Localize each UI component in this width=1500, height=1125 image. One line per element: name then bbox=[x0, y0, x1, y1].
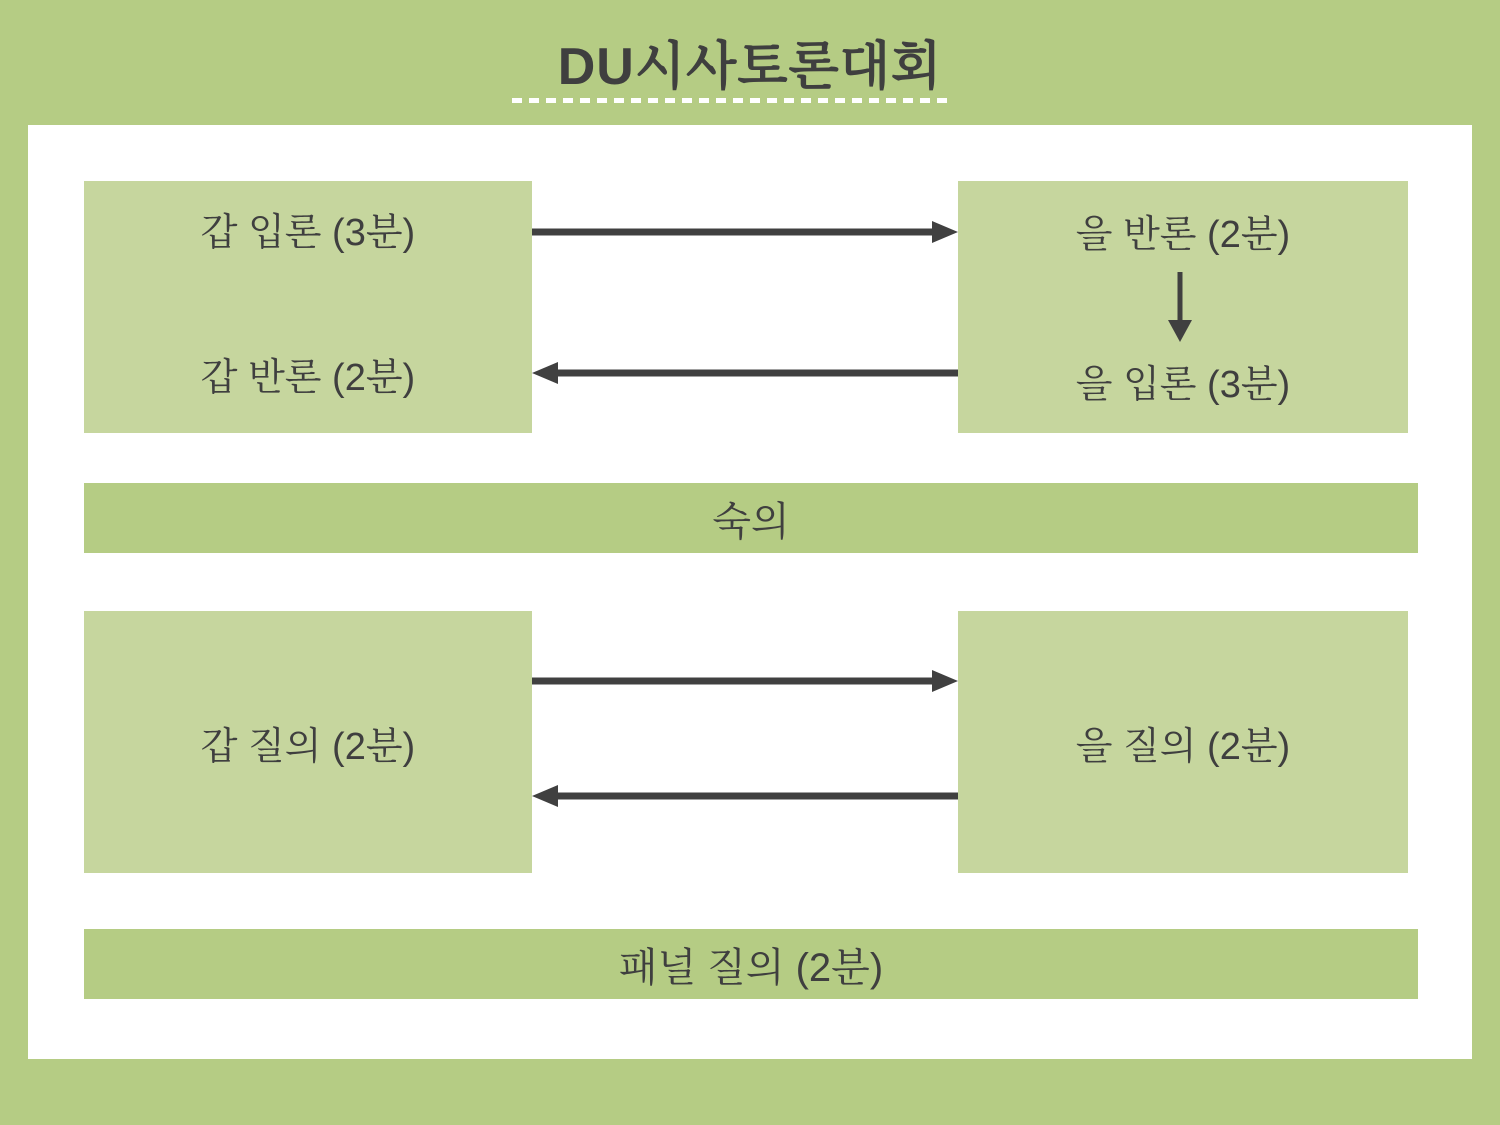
gap-ipron-label: 갑 입론 (3분) bbox=[200, 212, 416, 254]
eul-ipron-label: 을 입론 (3분) bbox=[1075, 364, 1291, 406]
deliberation-label: 숙의 bbox=[712, 499, 790, 544]
gap-banron-label: 갑 반론 (2분) bbox=[200, 357, 416, 399]
round2-eul-box bbox=[958, 611, 1408, 873]
arrow-right-icon bbox=[532, 219, 958, 245]
panel-question-label: 패널 질의 (2분) bbox=[618, 945, 884, 990]
gap-jilui-label: 갑 질의 (2분) bbox=[200, 725, 416, 768]
round1-eul-box bbox=[958, 181, 1408, 433]
page-title: DU시사토론대회 bbox=[557, 38, 943, 96]
panel-question-bar bbox=[84, 929, 1418, 999]
eul-banron-label: 을 반론 (2분) bbox=[1075, 214, 1291, 256]
arrow-left-icon bbox=[532, 360, 958, 386]
arrow-down-icon bbox=[1165, 272, 1195, 342]
round1-gap-box bbox=[84, 181, 532, 433]
content-panel bbox=[28, 125, 1472, 1059]
deliberation-bar bbox=[84, 483, 1418, 553]
eul-jilui-label: 을 질의 (2분) bbox=[1075, 725, 1291, 768]
title-underline-divider bbox=[512, 98, 950, 103]
arrow-right-icon bbox=[532, 668, 958, 694]
arrow-left-icon bbox=[532, 783, 958, 809]
round2-gap-box bbox=[84, 611, 532, 873]
